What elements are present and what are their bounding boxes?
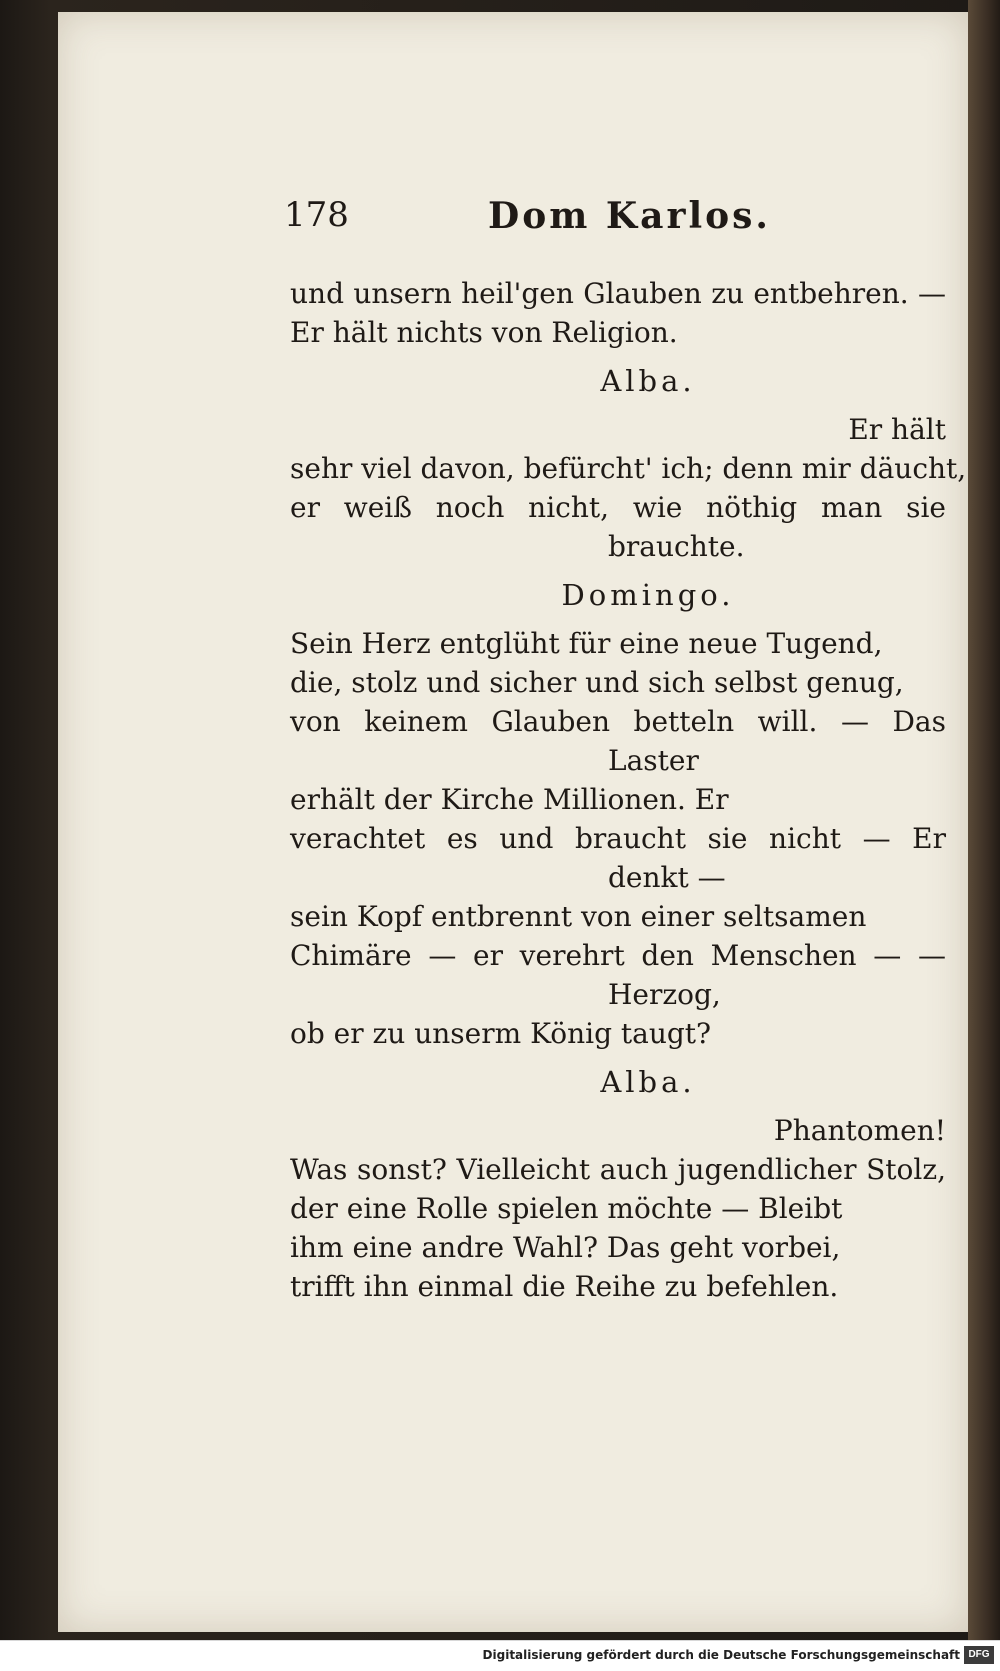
verse-line: Chimäre — er verehrt den Menschen — — bbox=[290, 939, 946, 972]
verse-line: der eine Rolle spielen möchte — Bleibt bbox=[290, 1192, 843, 1225]
verse-line: von keinem Glauben betteln will. — Das bbox=[290, 705, 946, 738]
verse-line: Er hält bbox=[848, 413, 946, 446]
verse-line: sehr viel davon, befürcht' ich; denn mir däucht, bbox=[290, 452, 967, 485]
verse-line: er weiß noch nicht, wie nöthig man sie bbox=[290, 491, 946, 524]
verse-line: Er hält nichts von Religion. bbox=[290, 316, 678, 349]
verse-line: Laster bbox=[608, 744, 699, 777]
footer-credit: Digitalisierung gefördert durch die Deutsche Forschungsgemeinschaft bbox=[482, 1648, 960, 1662]
verse-line: ob er zu unserm König taugt? bbox=[290, 1017, 712, 1050]
speaker-name: Alba. bbox=[600, 1065, 696, 1099]
verse-line: ihm eine andre Wahl? Das geht vorbei, bbox=[290, 1231, 841, 1264]
dfg-logo: DFG bbox=[964, 1646, 994, 1664]
speaker-name: Alba. bbox=[600, 364, 696, 398]
running-title: Dom Karlos. bbox=[488, 195, 771, 237]
verse-line: und unsern heil'gen Glauben zu entbehren. — bbox=[290, 277, 946, 310]
verse-line: trifft ihn einmal die Reihe zu befehlen. bbox=[290, 1270, 839, 1303]
verse-line: verachtet es und braucht sie nicht — Er bbox=[290, 822, 946, 855]
verse-line: die, stolz und sicher und sich selbst genug, bbox=[290, 666, 904, 699]
verse-line: sein Kopf entbrennt von einer seltsamen bbox=[290, 900, 867, 933]
play-text bbox=[290, 274, 967, 1306]
book-page bbox=[58, 12, 968, 1632]
page-number: 178 bbox=[284, 195, 349, 235]
verse-line: Was sonst? Vielleicht auch jugendlicher Stolz, bbox=[290, 1153, 946, 1186]
book-edge bbox=[968, 0, 1000, 1640]
speaker-name: Domingo. bbox=[561, 578, 735, 612]
verse-line: erhält der Kirche Millionen. Er bbox=[290, 783, 729, 816]
verse-line: denkt — bbox=[608, 861, 726, 894]
verse-line: Phantomen! bbox=[773, 1114, 946, 1147]
verse-line: Sein Herz entglüht für eine neue Tugend, bbox=[290, 627, 883, 660]
footer-bar bbox=[0, 1640, 1000, 1671]
verse-line: Herzog, bbox=[608, 978, 721, 1011]
page-header bbox=[58, 195, 968, 245]
verse-line: brauchte. bbox=[608, 530, 745, 563]
